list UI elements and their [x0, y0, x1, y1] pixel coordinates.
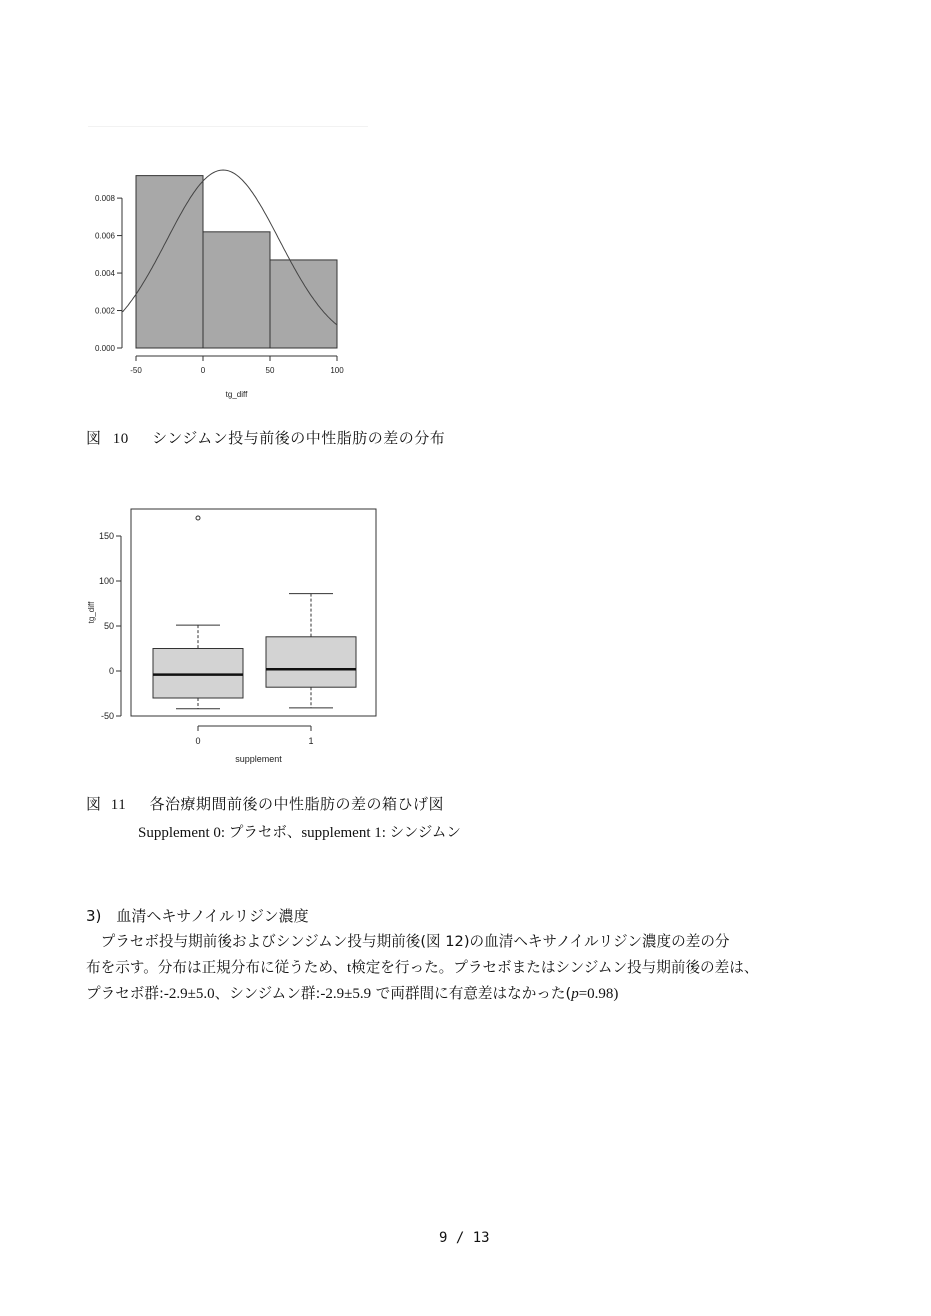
paragraph-line	[86, 955, 758, 981]
x-tick-label: 1	[308, 736, 314, 746]
x-axis-label: supplement	[235, 754, 282, 764]
histogram-bar	[203, 232, 270, 348]
paragraph-line: プラセボ投与期前後およびシンジムン投与期前後(図 12)の血清ヘキサノイルリジン濃度の差の分	[86, 933, 730, 950]
boxplot-chart	[84, 503, 384, 773]
section-paragraph	[86, 929, 758, 1007]
figure-label: 図	[86, 429, 102, 447]
histogram-chart	[84, 160, 374, 405]
subcaption-part: Supplement 0:	[138, 825, 229, 841]
y-axis-label: tg_diff	[87, 601, 96, 624]
page-number: 9 / 13	[439, 1230, 490, 1246]
y-tick-label: 150	[98, 531, 114, 541]
paragraph-line	[86, 981, 758, 1007]
figure-number: 11	[110, 797, 127, 813]
y-tick-label: 0.002	[94, 306, 115, 316]
line-text: -2.9±5.0	[163, 986, 215, 1002]
subcaption-part: supplement 1:	[301, 825, 390, 841]
line-text: p	[571, 986, 579, 1002]
figure-label: 図	[86, 795, 102, 813]
histogram-bar	[136, 176, 203, 348]
line-text: t	[346, 960, 352, 976]
page-top-rule	[88, 126, 368, 127]
y-tick-label: 0.006	[94, 231, 115, 241]
y-tick-label: 0.008	[94, 194, 115, 204]
line-text: で両群間に有意差はなかった(	[371, 985, 572, 1002]
histogram-bar	[270, 260, 337, 348]
subcaption-part: プラセボ、	[228, 825, 302, 841]
line-text: プラセボ群:	[86, 985, 164, 1002]
y-tick-label: -50	[100, 711, 114, 721]
x-tick-label: 0	[195, 736, 201, 746]
y-tick-label: 50	[103, 621, 114, 631]
y-tick-label: 0	[108, 666, 114, 676]
figure-title: 各治療期間前後の中性脂肪の差の箱ひげ図	[149, 795, 445, 813]
section-heading: 3) 血清ヘキサノイルリジン濃度	[86, 907, 309, 925]
outlier-point	[196, 516, 200, 520]
iqr-box	[153, 649, 243, 699]
x-tick-label: 50	[265, 366, 275, 375]
iqr-box	[266, 637, 356, 687]
y-tick-label: 100	[98, 576, 114, 586]
y-tick-label: 0.004	[94, 269, 115, 279]
subcaption-part: シンジムン	[389, 825, 461, 841]
figure-11-subcaption	[138, 821, 461, 842]
x-axis-label: tg_diff	[225, 390, 248, 399]
x-tick-label: 100	[330, 366, 344, 375]
x-tick-label: 0	[200, 366, 206, 375]
x-tick-label: -50	[130, 366, 142, 375]
line-text: 検定を行った。プラセボまたはシンジムン投与期前後の差は、	[351, 959, 759, 976]
figure-10-caption	[86, 427, 445, 448]
line-text: 布を示す。分布は正規分布に従うため、	[86, 959, 347, 976]
figure-number: 10	[112, 431, 129, 447]
line-text: -2.9±5.9	[320, 986, 372, 1002]
line-text: 、シンジムン群:	[214, 985, 321, 1002]
y-tick-label: 0.000	[94, 344, 115, 353]
figure-title: シンジムン投与前後の中性脂肪の差の分布	[152, 429, 446, 447]
figure-11-caption	[86, 793, 444, 814]
line-text: =0.98)	[578, 986, 619, 1002]
